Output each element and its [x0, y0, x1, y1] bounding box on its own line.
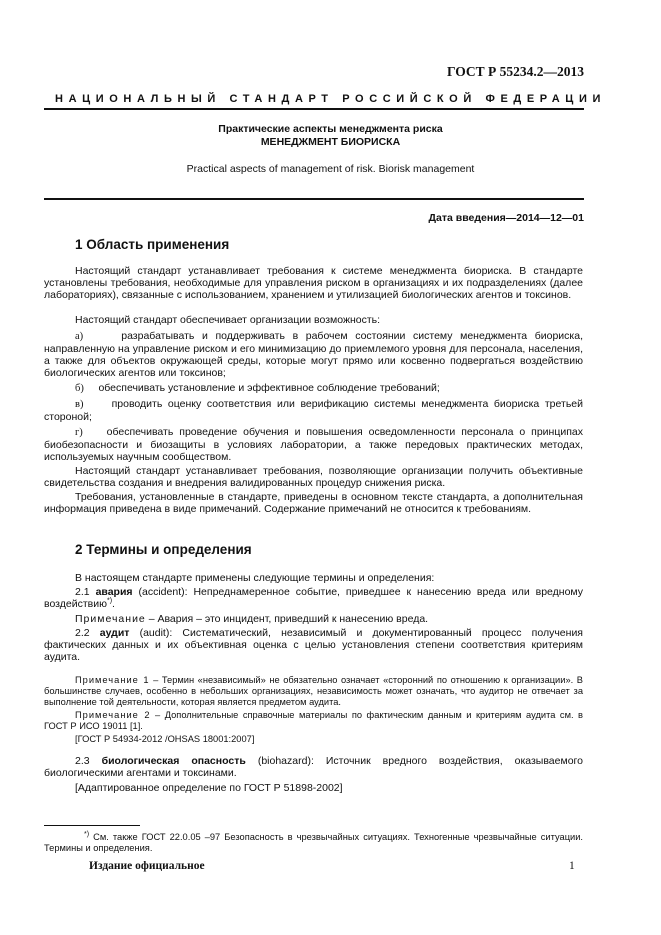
- national-standard-banner: НАЦИОНАЛЬНЫЙ СТАНДАРТ РОССИЙСКОЙ ФЕДЕРАЦИИ: [55, 93, 606, 105]
- section-1-paragraph-1: Настоящий стандарт устанавливает требования к системе менеджмента биориска. В стандарте установлены требования, необходимые для управления риском в организациях и их подразделениях (далее лабораториях), связанные с использованием, хранением и утилизацией биологических агентов и токсинов.: [44, 265, 583, 301]
- footnote-marker: *): [84, 830, 90, 838]
- standard-number: ГОСТ Р 55234.2—2013: [446, 64, 584, 79]
- list-item-v: [44, 398, 583, 423]
- list-item-g: [44, 426, 583, 463]
- edition-label: Издание официальное: [89, 860, 205, 872]
- term-name: биологическая опасность: [101, 755, 246, 767]
- list-item-text: обеспечивать проведение обучения и повышения осведомленности персонала о принципах биобезопасности и биозащиты в условиях лаборатории, а также передовых практических методах, используемых научным сообществом.: [44, 426, 584, 463]
- list-marker: г): [75, 427, 83, 438]
- list-marker: б): [75, 383, 84, 394]
- list-marker: а): [75, 331, 84, 342]
- title-line-2: МЕНЕДЖМЕНТ БИОРИСКА: [260, 136, 401, 148]
- term-number: 2.3: [75, 755, 90, 767]
- term-definition: (accident): Непреднамеренное событие, приведшее к нанесению вреда или вредному воздействию: [44, 586, 584, 610]
- section-1-paragraph-4: Требования, установленные в стандарте, приведены в основном тексте стандарта, а дополнительная информация приведена в виде примечаний. Содержание примечаний не относится к требованиям.: [44, 491, 583, 515]
- page-number: 1: [569, 860, 575, 872]
- note-text: – Дополнительные справочные материалы по фактическим данным и критериям аудита см. в ГОСТ Р ИСО 19011 [1].: [44, 710, 583, 731]
- section-1-paragraph-3: Настоящий стандарт устанавливает требования, позволяющие организации получить объективные свидетельства создания и внедрения валидированных процедур снижения риска.: [44, 465, 583, 489]
- footnote-reference[interactable]: *): [106, 597, 113, 605]
- note-label: Примечание 2: [75, 710, 151, 720]
- section-2-heading: 2 Термины и определения: [75, 542, 252, 557]
- term-end: .: [112, 598, 115, 610]
- title-line-1: Практические аспекты менеджмента риска: [218, 123, 443, 135]
- note-2-1: [44, 613, 583, 625]
- footnote-text: См. также ГОСТ 22.0.05 –97 Безопасность в чрезвычайных ситуациях. Техногенные чрезвычайные ситуации. Термины и определения.: [44, 832, 584, 853]
- list-item-a: [44, 330, 583, 379]
- title-rule: [44, 198, 584, 200]
- term-definition: (biohazard): Источник вредного воздействия, оказываемого биологическими агентами и токсинами.: [44, 755, 583, 779]
- list-marker: в): [75, 399, 84, 410]
- list-item-text: разрабатывать и поддерживать в рабочем состоянии систему менеджмента биориска, направленную на управление риском и его минимизацию до приемлемого уровня для персонала, населения, а также для объектов окружающей среды, которые могут прямо или косвенно подвергаться воздействию биологических агентов или токсинов;: [44, 330, 583, 379]
- term-2-3: [44, 755, 583, 779]
- note-label: Примечание 1: [75, 675, 150, 685]
- term-number: 2.1: [75, 586, 90, 598]
- term-number: 2.2: [75, 627, 90, 639]
- term-name: аудит: [99, 627, 130, 639]
- note-2-2-1: [44, 675, 583, 708]
- reference-2-2: [ГОСТ Р 54934-2012 /OHSAS 18001:2007]: [75, 734, 255, 744]
- note-text: – Термин «независимый» не обязательно означает «сторонний по отношению к организации». В большинстве случаев, особенно в небольших организациях, независимость может означать, что аудитор не отвечает за выполнение той деятельности, которая является предметом аудита.: [44, 675, 583, 707]
- section-2-intro: В настоящем стандарте применены следующие термины и определения:: [75, 572, 435, 584]
- term-definition: (audit): Систематический, независимый и документированный процесс получения фактических данных и их объективная оценка с целью установления степени соответствия критериям аудита.: [44, 627, 583, 663]
- list-item-text: проводить оценку соответствия или верификацию системы менеджмента биориска третьей стороной;: [44, 398, 583, 423]
- list-item-text: обеспечивать установление и эффективное соблюдение требований;: [98, 382, 440, 394]
- reference-2-3: [Адаптированное определение по ГОСТ Р 51898-2002]: [75, 782, 343, 794]
- footnote: [44, 832, 583, 854]
- intro-date: Дата введения—2014—12—01: [428, 212, 584, 224]
- note-2-2-2: [44, 710, 583, 732]
- title-english: Practical aspects of management of risk. Biorisk management: [186, 163, 475, 175]
- section-1-heading: 1 Область применения: [75, 237, 230, 252]
- note-text: – Авария – это инцидент, приведший к нанесению вреда.: [148, 613, 429, 625]
- section-1-paragraph-2: Настоящий стандарт обеспечивает организации возможность:: [75, 314, 381, 326]
- note-label: Примечание: [75, 613, 146, 625]
- footnote-separator: [44, 825, 140, 826]
- list-item-b: [44, 382, 583, 395]
- term-2-2: [44, 627, 583, 663]
- term-2-1: [44, 586, 583, 610]
- term-name: авария: [95, 586, 133, 598]
- header-rule: [44, 108, 584, 110]
